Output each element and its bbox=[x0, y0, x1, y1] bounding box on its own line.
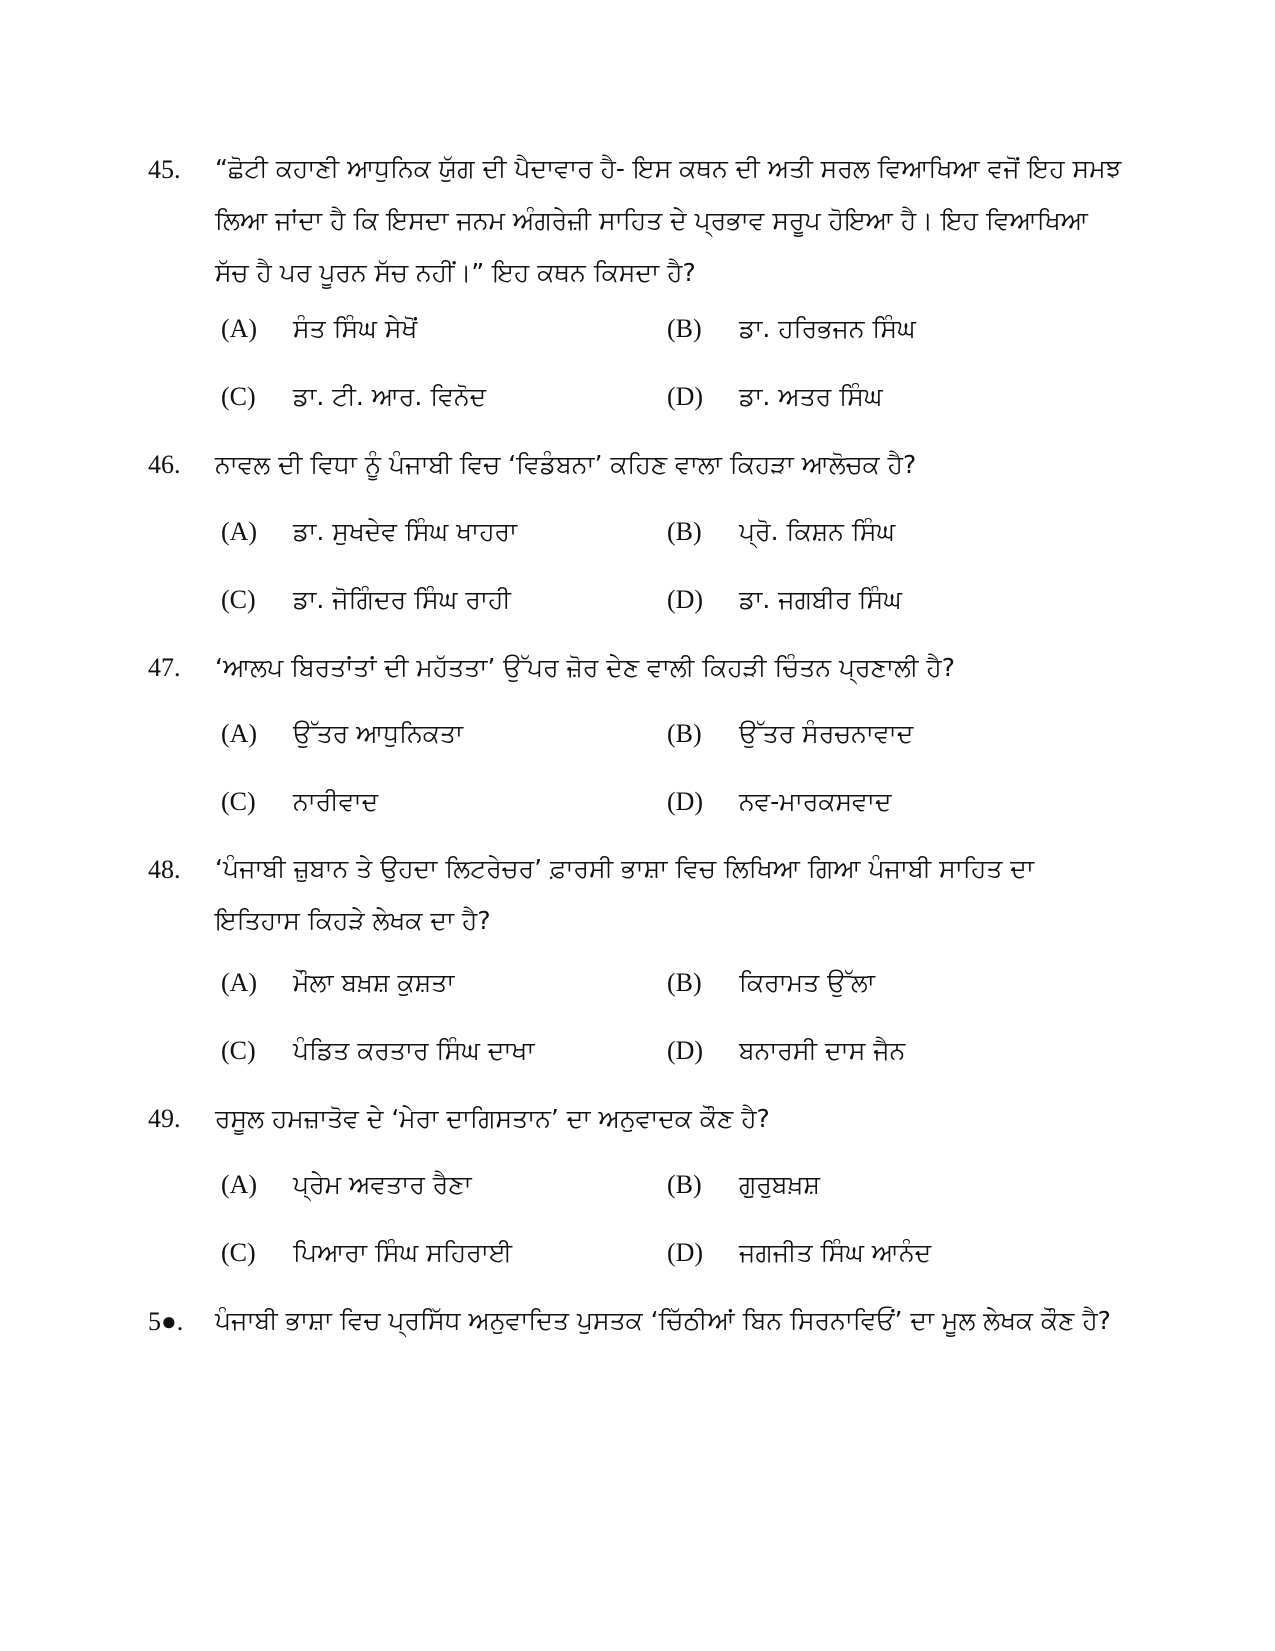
option-c[interactable] bbox=[221, 785, 378, 819]
question-text: “ਛੋਟੀ ਕਹਾਣੀ ਆਧੁਨਿਕ ਯੁੱਗ ਦੀ ਪੈਦਾਵਾਰ ਹੈ- ਇਸ ਕਥਨ ਦੀ ਅਤੀ ਸਰਲ ਵਿਆਖਿਆ ਵਜੋਂ ਇਹ ਸਮਝ ਲਿਆ ਜਾਂਦਾ ਹੈ ਕਿ ਇਸਦਾ ਜਨਮ ਅੰਗਰੇਜ਼ੀ ਸਾਹਿਤ ਦੇ ਪ੍ਰਭਾਵ ਸਰੂਪ ਹੋਇਆ ਹੈ। ਇਹ ਵਿਆਖਿਆ ਸੱਚ ਹੈ ਪਰ ਪੂਰਨ ਸੱਚ ਨਹੀਂ।” ਇਹ ਕਥਨ ਕਿਸਦਾ ਹੈ? bbox=[215, 154, 1122, 287]
option-d[interactable] bbox=[667, 785, 891, 819]
option-a[interactable] bbox=[221, 515, 517, 549]
option-a[interactable] bbox=[221, 312, 417, 346]
option-label: (B) bbox=[667, 719, 702, 748]
question-number: 48. bbox=[148, 855, 181, 884]
option-label: (C) bbox=[221, 1036, 256, 1065]
option-text: ਡਾ. ਹਰਿਭਜਨ ਸਿੰਘ bbox=[739, 314, 916, 343]
option-label: (C) bbox=[221, 382, 256, 411]
option-text: ਨਾਰੀਵਾਦ bbox=[293, 787, 379, 816]
option-text: ਪ੍ਰੋ. ਕਿਸ਼ਨ ਸਿੰਘ bbox=[739, 517, 896, 546]
question-number: 47. bbox=[148, 653, 181, 682]
option-b[interactable] bbox=[667, 515, 895, 549]
option-a[interactable] bbox=[221, 966, 454, 1000]
option-text: ਉੱਤਰ ਸੰਰਚਨਾਵਾਦ bbox=[739, 719, 914, 748]
option-label: (D) bbox=[667, 787, 704, 816]
option-text: ਪਿਆਰਾ ਸਿੰਘ ਸਹਿਰਾਈ bbox=[293, 1238, 513, 1267]
question-text: ‘ਪੰਜਾਬੀ ਜ਼ੁਬਾਨ ਤੇ ਉਹਦਾ ਲਿਟਰੇਚਰ’ ਫ਼ਾਰਸੀ ਭਾਸ਼ਾ ਵਿਚ ਲਿਖਿਆ ਗਿਆ ਪੰਜਾਬੀ ਸਾਹਿਤ ਦਾ ਇਤਿਹਾਸ ਕਿਹੜੇ ਲੇਖਕ ਦਾ ਹੈ? bbox=[215, 854, 1034, 935]
option-text: ਪੰਡਿਤ ਕਰਤਾਰ ਸਿੰਘ ਦਾਖਾ bbox=[293, 1036, 535, 1065]
option-text: ਡਾ. ਟੀ. ਆਰ. ਵਿਨੋਦ bbox=[293, 382, 487, 411]
question-number: 5●. bbox=[148, 1307, 184, 1336]
option-text: ਮੌਲਾ ਬਖ਼ਸ਼ ਕੁਸ਼ਤਾ bbox=[293, 968, 455, 997]
option-label: (A) bbox=[221, 968, 258, 997]
option-b[interactable] bbox=[667, 312, 916, 346]
question-text: ਰਸੂਲ ਹਮਜ਼ਾਤੋਵ ਦੇ ‘ਮੇਰਾ ਦਾਗਿਸਤਾਨ’ ਦਾ ਅਨੁਵਾਦਕ ਕੌਣ ਹੈ? bbox=[215, 1104, 770, 1133]
option-text: ਡਾ. ਅਤਰ ਸਿੰਘ bbox=[739, 382, 883, 411]
option-label: (B) bbox=[667, 968, 702, 997]
question-text: ਪੰਜਾਬੀ ਭਾਸ਼ਾ ਵਿਚ ਪ੍ਰਸਿੱਧ ਅਨੁਵਾਦਿਤ ਪੁਸਤਕ ‘ਚਿੱਠੀਆਂ ਬਿਨ ਸਿਰਨਾਵਿਓਂ’ ਦਾ ਮੂਲ ਲੇਖਕ ਕੌਣ ਹੈ? bbox=[215, 1306, 1111, 1335]
question-number: 45. bbox=[148, 155, 181, 184]
option-d[interactable] bbox=[667, 380, 883, 414]
option-label: (B) bbox=[667, 314, 702, 343]
option-label: (C) bbox=[221, 585, 256, 614]
option-b[interactable] bbox=[667, 966, 875, 1000]
option-text: ਡਾ. ਜੋਗਿੰਦਰ ਸਿੰਘ ਰਾਹੀ bbox=[293, 585, 511, 614]
option-label: (A) bbox=[221, 314, 258, 343]
option-label: (A) bbox=[221, 517, 258, 546]
option-c[interactable] bbox=[221, 380, 486, 414]
question-number: 49. bbox=[148, 1104, 181, 1133]
option-c[interactable] bbox=[221, 583, 511, 617]
option-d[interactable] bbox=[667, 583, 902, 617]
option-text: ਸੰਤ ਸਿੰਘ ਸੇਖੋਂ bbox=[293, 314, 418, 343]
option-text: ਕਿਰਾਮਤ ਉੱਲਾ bbox=[739, 968, 875, 997]
option-a[interactable] bbox=[221, 717, 463, 751]
question-text: ਨਾਵਲ ਦੀ ਵਿਧਾ ਨੂੰ ਪੰਜਾਬੀ ਵਿਚ ‘ਵਿਡੰਬਨਾ’ ਕਹਿਣ ਵਾਲਾ ਕਿਹੜਾ ਆਲੋਚਕ ਹੈ? bbox=[215, 450, 917, 479]
question-number: 46. bbox=[148, 450, 181, 479]
option-d[interactable] bbox=[667, 1236, 931, 1270]
question-text: ‘ਆਲਪ ਬਿਰਤਾਂਤਾਂ ਦੀ ਮਹੱਤਤਾ’ ਉੱਪਰ ਜ਼ੋਰ ਦੇਣ ਵਾਲੀ ਕਿਹੜੀ ਚਿੰਤਨ ਪ੍ਰਣਾਲੀ ਹੈ? bbox=[215, 653, 955, 682]
option-label: (D) bbox=[667, 382, 704, 411]
option-label: (D) bbox=[667, 1238, 704, 1267]
option-a[interactable] bbox=[221, 1168, 472, 1202]
option-text: ਡਾ. ਜਗਬੀਰ ਸਿੰਘ bbox=[739, 585, 902, 614]
option-label: (A) bbox=[221, 1170, 258, 1199]
option-label: (C) bbox=[221, 787, 256, 816]
option-label: (C) bbox=[221, 1238, 256, 1267]
option-b[interactable] bbox=[667, 717, 913, 751]
option-text: ਉੱਤਰ ਆਧੁਨਿਕਤਾ bbox=[293, 719, 463, 748]
option-label: (D) bbox=[667, 585, 704, 614]
option-c[interactable] bbox=[221, 1236, 512, 1270]
option-c[interactable] bbox=[221, 1034, 534, 1068]
option-b[interactable] bbox=[667, 1168, 820, 1202]
option-text: ਡਾ. ਸੁਖਦੇਵ ਸਿੰਘ ਖਾਹਰਾ bbox=[293, 517, 518, 546]
option-label: (B) bbox=[667, 1170, 702, 1199]
option-d[interactable] bbox=[667, 1034, 905, 1068]
option-label: (A) bbox=[221, 719, 258, 748]
option-label: (D) bbox=[667, 1036, 704, 1065]
option-text: ਜਗਜੀਤ ਸਿੰਘ ਆਨੰਦ bbox=[739, 1238, 932, 1267]
option-label: (B) bbox=[667, 517, 702, 546]
option-text: ਪ੍ਰੇਮ ਅਵਤਾਰ ਰੈਣਾ bbox=[293, 1170, 472, 1199]
option-text: ਬਨਾਰਸੀ ਦਾਸ ਜੈਨ bbox=[739, 1036, 906, 1065]
option-text: ਗੁਰੁਬਖ਼ਸ਼ bbox=[739, 1170, 821, 1199]
option-text: ਨਵ-ਮਾਰਕਸਵਾਦ bbox=[739, 787, 892, 816]
